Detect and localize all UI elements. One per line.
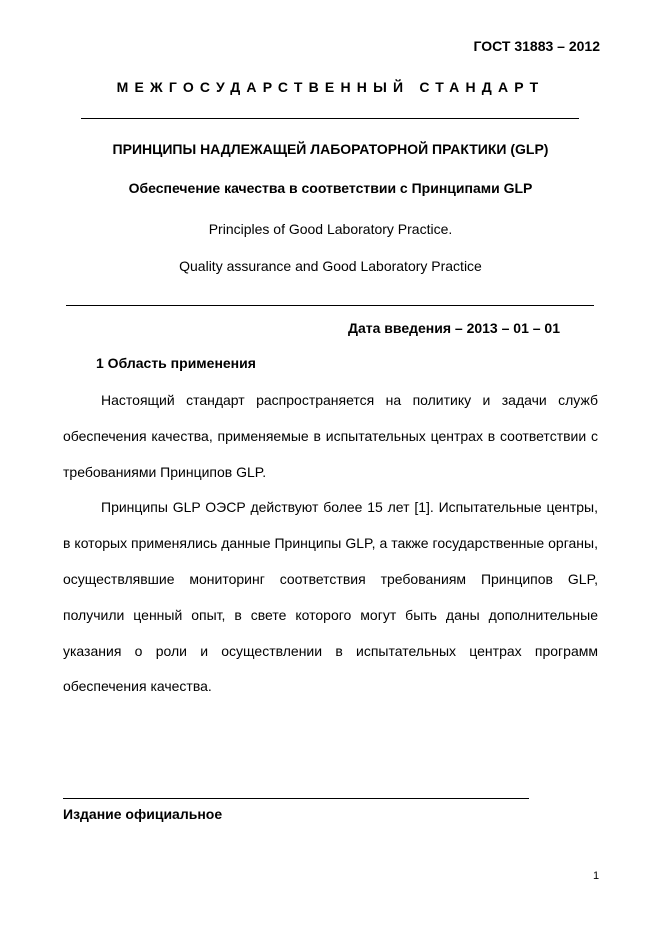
section-body [63, 383, 598, 705]
footer-divider [63, 798, 529, 799]
title-divider [66, 305, 594, 306]
document-subtitle: Обеспечение качества в соответствии с Принципами GLP [128, 180, 533, 196]
document-title: ПРИНЦИПЫ НАДЛЕЖАЩЕЙ ЛАБОРАТОРНОЙ ПРАКТИКИ (GLP) [112, 141, 549, 157]
paragraph-scope: Настоящий стандарт распространяется на политику и задачи служб обеспечения качества, применяемые в испытательных центрах в соответствии с требованиями Принципов GLP. [63, 392, 598, 480]
official-edition-label: Издание официальное [63, 806, 223, 822]
introduction-date: Дата введения – 2013 – 01 – 01 [348, 320, 560, 336]
standard-number: ГОСТ 31883 – 2012 [473, 38, 600, 54]
english-title-line-2: Quality assurance and Good Laboratory Practice [179, 258, 482, 274]
page-number: 1 [593, 870, 600, 882]
interstate-standard-label: МЕЖГОСУДАРСТВЕННЫЙ СТАНДАРТ [116, 79, 545, 95]
header-divider [81, 118, 579, 119]
section-heading: 1 Область применения [96, 355, 256, 371]
paragraph-oecd: Принципы GLP ОЭСР действуют более 15 лет [1]. Испытательные центры, в которых применялись данные Принципы GLP, а также государственные органы, осуществлявшие мониторинг соответствия требованиям Принципов GLP, получили ценный опыт, в свете которого могут быть даны дополнительные указания о роли и осуществлении в испытательных центрах программ обеспечения качества. [63, 499, 598, 695]
english-title-line-1: Principles of Good Laboratory Practice. [208, 221, 453, 237]
